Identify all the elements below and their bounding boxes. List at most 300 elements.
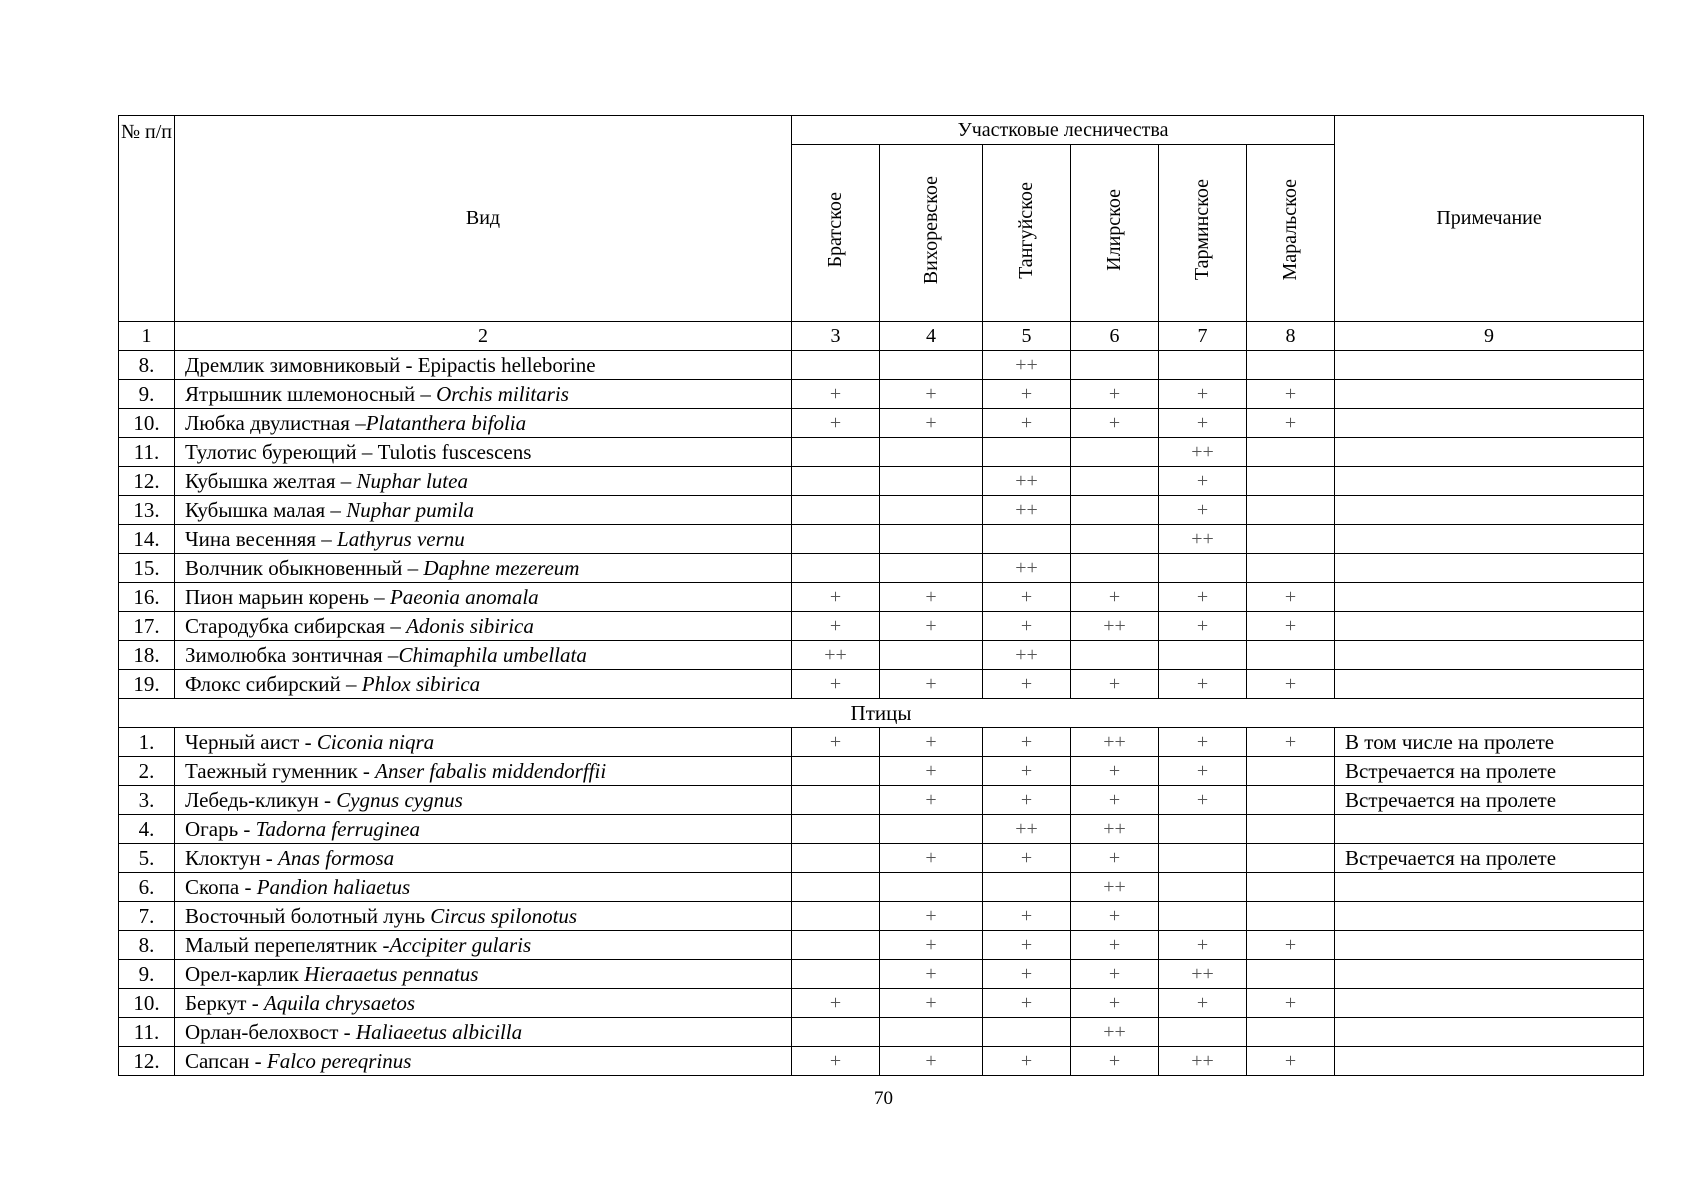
header-forestry <box>1159 145 1247 322</box>
presence-mark: ++ <box>1159 1047 1247 1076</box>
presence-mark: + <box>880 989 983 1018</box>
species-latin-name: Pandion haliaetus <box>256 874 411 899</box>
presence-mark <box>792 873 880 902</box>
presence-mark <box>792 351 880 380</box>
species-latin-name: Aquila chrysaetos <box>263 990 416 1015</box>
table-header <box>119 116 1644 322</box>
row-number: 10. <box>119 409 175 438</box>
presence-mark: + <box>792 728 880 757</box>
species-cell <box>175 438 792 467</box>
presence-mark: + <box>880 409 983 438</box>
species-cell <box>175 931 792 960</box>
presence-mark: + <box>1071 902 1159 931</box>
species-cell <box>175 844 792 873</box>
species-latin-name: Tadorna ferruginea <box>255 816 421 841</box>
presence-mark: + <box>1159 728 1247 757</box>
species-latin-name: Lathyrus vernu <box>337 526 465 551</box>
table-row <box>119 989 1644 1018</box>
row-number: 8. <box>119 931 175 960</box>
presence-mark: + <box>1247 989 1335 1018</box>
row-number: 15. <box>119 554 175 583</box>
presence-mark: + <box>792 380 880 409</box>
presence-mark <box>792 1018 880 1047</box>
forestry-label: Тангуйское <box>1015 181 1037 279</box>
table-row <box>119 351 1644 380</box>
species-common-name: Чина весенняя – <box>185 526 338 551</box>
section-row <box>119 699 1644 728</box>
column-index-cell: 4 <box>880 322 983 351</box>
presence-mark: ++ <box>983 467 1071 496</box>
presence-mark: ++ <box>983 351 1071 380</box>
presence-mark: + <box>1159 380 1247 409</box>
species-cell <box>175 1047 792 1076</box>
species-common-name: Пион марьин корень – <box>185 584 390 609</box>
header-forestry <box>1071 145 1159 322</box>
presence-mark: + <box>1071 380 1159 409</box>
table-row <box>119 467 1644 496</box>
presence-mark: + <box>1247 583 1335 612</box>
species-common-name: Ятрышник шлемоносный – <box>185 381 437 406</box>
presence-mark <box>1071 496 1159 525</box>
species-common-name: Любка двулистная – <box>185 410 366 435</box>
species-cell <box>175 583 792 612</box>
presence-mark <box>1159 554 1247 583</box>
presence-mark <box>1247 641 1335 670</box>
species-common-name: Восточный болотный лунь <box>185 903 431 928</box>
species-latin-name: Chimaphila umbellata <box>398 642 587 667</box>
species-latin-name: Haliaeetus albicilla <box>355 1019 523 1044</box>
presence-mark <box>1159 844 1247 873</box>
row-number: 7. <box>119 902 175 931</box>
row-number: 13. <box>119 496 175 525</box>
presence-mark: + <box>792 409 880 438</box>
species-latin-name: Nuphar lutea <box>356 468 468 493</box>
row-number: 8. <box>119 351 175 380</box>
presence-mark: + <box>1159 496 1247 525</box>
presence-mark: + <box>1247 380 1335 409</box>
presence-mark: ++ <box>983 554 1071 583</box>
species-latin-name: Adonis sibirica <box>406 613 534 638</box>
row-number: 17. <box>119 612 175 641</box>
presence-mark: + <box>792 583 880 612</box>
species-common-name: Беркут - <box>185 990 264 1015</box>
presence-mark <box>1247 467 1335 496</box>
table-row <box>119 380 1644 409</box>
presence-mark <box>983 1018 1071 1047</box>
header-species: Вид <box>175 116 792 322</box>
presence-mark: + <box>1071 786 1159 815</box>
species-common-name: Черный аист - <box>185 729 317 754</box>
species-latin-name: Cygnus cygnus <box>336 787 463 812</box>
presence-mark: ++ <box>1159 960 1247 989</box>
presence-mark: + <box>1159 409 1247 438</box>
note-cell <box>1335 960 1644 989</box>
table-row <box>119 612 1644 641</box>
species-common-name: Сапсан - <box>185 1048 267 1073</box>
species-cell <box>175 1018 792 1047</box>
species-common-name: Огарь - <box>185 816 256 841</box>
presence-mark: + <box>880 612 983 641</box>
presence-mark: + <box>1071 960 1159 989</box>
note-cell: В том числе на пролете <box>1335 728 1644 757</box>
species-common-name: Дремлик зимовниковый - Epipactis helleborine <box>185 352 596 377</box>
presence-mark: + <box>880 757 983 786</box>
species-common-name: Клоктун - <box>185 845 279 870</box>
presence-mark: + <box>880 902 983 931</box>
presence-mark: + <box>983 786 1071 815</box>
note-cell <box>1335 525 1644 554</box>
presence-mark: ++ <box>983 641 1071 670</box>
presence-mark: + <box>1247 728 1335 757</box>
note-cell: Встречается на пролете <box>1335 844 1644 873</box>
presence-mark: + <box>880 380 983 409</box>
presence-mark <box>1247 960 1335 989</box>
presence-mark: + <box>983 931 1071 960</box>
table-row <box>119 902 1644 931</box>
presence-mark: + <box>1159 467 1247 496</box>
presence-mark: ++ <box>1159 438 1247 467</box>
presence-mark: + <box>1159 612 1247 641</box>
column-index-cell: 6 <box>1071 322 1159 351</box>
species-latin-name: Falco pereqrinus <box>266 1048 412 1073</box>
presence-mark: + <box>983 670 1071 699</box>
note-cell <box>1335 873 1644 902</box>
table-row <box>119 815 1644 844</box>
header-forestries-group: Участковые лесничества <box>792 116 1335 145</box>
species-common-name: Лебедь-кликун - <box>185 787 337 812</box>
table-row <box>119 438 1644 467</box>
table-row <box>119 1018 1644 1047</box>
presence-mark <box>792 757 880 786</box>
species-common-name: Тулотис буреющий – Tulotis fuscescens <box>185 439 532 464</box>
presence-mark: + <box>1247 670 1335 699</box>
presence-mark: + <box>983 612 1071 641</box>
presence-mark <box>983 438 1071 467</box>
presence-mark: ++ <box>1071 612 1159 641</box>
forestry-label: Тарминское <box>1191 179 1213 281</box>
table-row <box>119 583 1644 612</box>
row-number: 10. <box>119 989 175 1018</box>
header-forestry <box>1247 145 1335 322</box>
note-cell <box>1335 380 1644 409</box>
presence-mark: + <box>983 583 1071 612</box>
presence-mark: + <box>983 960 1071 989</box>
note-cell <box>1335 931 1644 960</box>
species-cell <box>175 873 792 902</box>
presence-mark <box>1247 902 1335 931</box>
species-latin-name: Anas formosa <box>278 845 395 870</box>
presence-mark: + <box>1071 757 1159 786</box>
species-cell <box>175 902 792 931</box>
presence-mark <box>1247 815 1335 844</box>
presence-mark: + <box>1071 844 1159 873</box>
species-common-name: Малый перепелятник - <box>185 932 390 957</box>
presence-mark: + <box>1071 931 1159 960</box>
presence-mark: + <box>1071 670 1159 699</box>
presence-mark: + <box>1159 670 1247 699</box>
presence-mark <box>1247 844 1335 873</box>
species-common-name: Волчник обыкновенный – <box>185 555 424 580</box>
presence-mark: + <box>983 902 1071 931</box>
presence-mark <box>880 873 983 902</box>
species-latin-name: Daphne mezereum <box>423 555 580 580</box>
species-latin-name: Circus spilonotus <box>430 903 578 928</box>
table-row <box>119 757 1644 786</box>
species-common-name: Стародубка сибирская – <box>185 613 407 638</box>
presence-mark <box>1159 873 1247 902</box>
species-cell <box>175 525 792 554</box>
forestry-label: Вихоревское <box>919 175 942 285</box>
row-number: 14. <box>119 525 175 554</box>
row-number: 9. <box>119 380 175 409</box>
species-common-name: Орел-карлик <box>185 961 305 986</box>
table-row <box>119 554 1644 583</box>
note-cell <box>1335 989 1644 1018</box>
presence-mark: + <box>880 670 983 699</box>
species-latin-name: Accipiter gularis <box>389 932 532 957</box>
note-cell <box>1335 1018 1644 1047</box>
column-index-cell: 9 <box>1335 322 1644 351</box>
table-row <box>119 786 1644 815</box>
presence-mark: + <box>983 728 1071 757</box>
presence-mark: + <box>983 380 1071 409</box>
row-number: 11. <box>119 438 175 467</box>
note-cell <box>1335 815 1644 844</box>
presence-mark <box>1247 496 1335 525</box>
species-cell <box>175 409 792 438</box>
presence-mark <box>792 467 880 496</box>
species-cell <box>175 670 792 699</box>
species-cell <box>175 786 792 815</box>
presence-mark <box>880 351 983 380</box>
table-row <box>119 525 1644 554</box>
species-latin-name: Anser fabalis middendorffii <box>375 758 607 783</box>
presence-mark <box>1247 525 1335 554</box>
species-common-name: Флокс сибирский – <box>185 671 362 696</box>
table-row <box>119 728 1644 757</box>
presence-mark <box>1071 438 1159 467</box>
presence-mark: + <box>1159 786 1247 815</box>
presence-mark: ++ <box>1071 1018 1159 1047</box>
presence-mark: + <box>983 757 1071 786</box>
note-cell <box>1335 351 1644 380</box>
section-label-birds: Птицы <box>119 699 1644 728</box>
presence-mark <box>792 960 880 989</box>
table-row <box>119 641 1644 670</box>
presence-mark <box>792 931 880 960</box>
presence-mark: ++ <box>1071 873 1159 902</box>
presence-mark <box>1159 1018 1247 1047</box>
forestry-label: Маральское <box>1279 179 1302 281</box>
row-number: 5. <box>119 844 175 873</box>
species-cell <box>175 960 792 989</box>
presence-mark: + <box>880 844 983 873</box>
species-cell <box>175 815 792 844</box>
species-latin-name: Platanthera bifolia <box>365 410 527 435</box>
presence-mark: + <box>880 1047 983 1076</box>
note-cell <box>1335 641 1644 670</box>
presence-mark <box>792 902 880 931</box>
species-latin-name: Orchis militaris <box>436 381 569 406</box>
forestry-label: Братское <box>824 192 846 268</box>
note-cell <box>1335 496 1644 525</box>
species-cell <box>175 351 792 380</box>
table-row <box>119 931 1644 960</box>
presence-mark: + <box>1071 409 1159 438</box>
note-cell <box>1335 902 1644 931</box>
presence-mark: + <box>1159 931 1247 960</box>
row-number: 11. <box>119 1018 175 1047</box>
presence-mark <box>1247 554 1335 583</box>
presence-mark <box>792 844 880 873</box>
presence-mark: ++ <box>1071 728 1159 757</box>
row-number: 3. <box>119 786 175 815</box>
presence-mark: ++ <box>1071 815 1159 844</box>
presence-mark: + <box>1247 1047 1335 1076</box>
row-number: 1. <box>119 728 175 757</box>
note-cell <box>1335 612 1644 641</box>
presence-mark <box>792 496 880 525</box>
presence-mark <box>880 1018 983 1047</box>
presence-mark <box>1071 525 1159 554</box>
header-forestry <box>792 145 880 322</box>
species-common-name: Зимолюбка зонтичная – <box>185 642 399 667</box>
presence-mark <box>880 496 983 525</box>
presence-mark: + <box>1071 989 1159 1018</box>
table-body <box>119 322 1644 1076</box>
table-row <box>119 670 1644 699</box>
presence-mark <box>1247 1018 1335 1047</box>
presence-mark <box>1159 902 1247 931</box>
row-number: 4. <box>119 815 175 844</box>
presence-mark <box>792 815 880 844</box>
presence-mark: + <box>983 1047 1071 1076</box>
presence-mark: + <box>792 670 880 699</box>
note-cell <box>1335 583 1644 612</box>
header-number: № п/п <box>119 116 175 322</box>
presence-mark: + <box>983 844 1071 873</box>
presence-mark: + <box>1159 757 1247 786</box>
presence-mark: + <box>1071 583 1159 612</box>
presence-mark <box>792 554 880 583</box>
page-number: 70 <box>874 1088 893 1109</box>
presence-mark <box>1071 554 1159 583</box>
presence-mark <box>983 873 1071 902</box>
species-cell <box>175 641 792 670</box>
presence-mark <box>1159 351 1247 380</box>
presence-mark: + <box>792 989 880 1018</box>
species-cell <box>175 989 792 1018</box>
species-common-name: Кубышка малая – <box>185 497 347 522</box>
column-index-cell: 3 <box>792 322 880 351</box>
presence-mark: + <box>1247 931 1335 960</box>
presence-mark: + <box>1247 409 1335 438</box>
presence-mark: + <box>1247 612 1335 641</box>
presence-mark: + <box>1159 583 1247 612</box>
presence-mark <box>880 438 983 467</box>
presence-mark: + <box>1071 1047 1159 1076</box>
presence-mark <box>880 554 983 583</box>
presence-mark: ++ <box>983 496 1071 525</box>
presence-mark <box>1247 351 1335 380</box>
species-cell <box>175 496 792 525</box>
table-row <box>119 409 1644 438</box>
row-number: 18. <box>119 641 175 670</box>
presence-mark <box>792 438 880 467</box>
presence-mark <box>1247 786 1335 815</box>
presence-mark <box>880 641 983 670</box>
species-cell <box>175 554 792 583</box>
row-number: 6. <box>119 873 175 902</box>
species-cell <box>175 380 792 409</box>
presence-mark: + <box>1159 989 1247 1018</box>
table-row <box>119 873 1644 902</box>
column-index-cell: 1 <box>119 322 175 351</box>
column-index-cell: 8 <box>1247 322 1335 351</box>
species-common-name: Таежный гуменник - <box>185 758 376 783</box>
header-forestry <box>983 145 1071 322</box>
presence-mark: + <box>880 786 983 815</box>
note-cell <box>1335 438 1644 467</box>
species-common-name: Орлан-белохвост - <box>185 1019 356 1044</box>
presence-mark <box>1247 757 1335 786</box>
table-row <box>119 960 1644 989</box>
presence-mark <box>792 786 880 815</box>
note-cell: Встречается на пролете <box>1335 757 1644 786</box>
presence-mark: + <box>792 612 880 641</box>
presence-mark <box>1247 438 1335 467</box>
species-latin-name: Hieraaetus pennatus <box>304 961 479 986</box>
row-number: 2. <box>119 757 175 786</box>
forestry-label: Илирское <box>1103 189 1125 271</box>
presence-mark: + <box>880 931 983 960</box>
species-cell <box>175 467 792 496</box>
header-notes: Примечание <box>1335 116 1644 322</box>
species-cell <box>175 728 792 757</box>
species-cell <box>175 612 792 641</box>
presence-mark <box>792 525 880 554</box>
presence-mark <box>983 525 1071 554</box>
table-row <box>119 496 1644 525</box>
presence-mark: + <box>880 960 983 989</box>
species-cell <box>175 757 792 786</box>
column-index-cell: 7 <box>1159 322 1247 351</box>
species-common-name: Кубышка желтая – <box>185 468 357 493</box>
row-number: 12. <box>119 467 175 496</box>
table-row <box>119 844 1644 873</box>
presence-mark <box>1159 815 1247 844</box>
presence-mark: ++ <box>792 641 880 670</box>
note-cell <box>1335 467 1644 496</box>
presence-mark <box>1247 873 1335 902</box>
species-latin-name: Ciconia niqra <box>316 729 435 754</box>
presence-mark <box>1071 351 1159 380</box>
note-cell <box>1335 670 1644 699</box>
row-number: 12. <box>119 1047 175 1076</box>
species-latin-name: Nuphar pumila <box>346 497 474 522</box>
presence-mark: + <box>880 728 983 757</box>
column-index-row <box>119 322 1644 351</box>
note-cell: Встречается на пролете <box>1335 786 1644 815</box>
presence-mark <box>880 525 983 554</box>
presence-mark: ++ <box>1159 525 1247 554</box>
table-row <box>119 1047 1644 1076</box>
note-cell <box>1335 554 1644 583</box>
row-number: 9. <box>119 960 175 989</box>
presence-mark <box>1071 641 1159 670</box>
species-common-name: Скопа - <box>185 874 257 899</box>
header-forestry <box>880 145 983 322</box>
